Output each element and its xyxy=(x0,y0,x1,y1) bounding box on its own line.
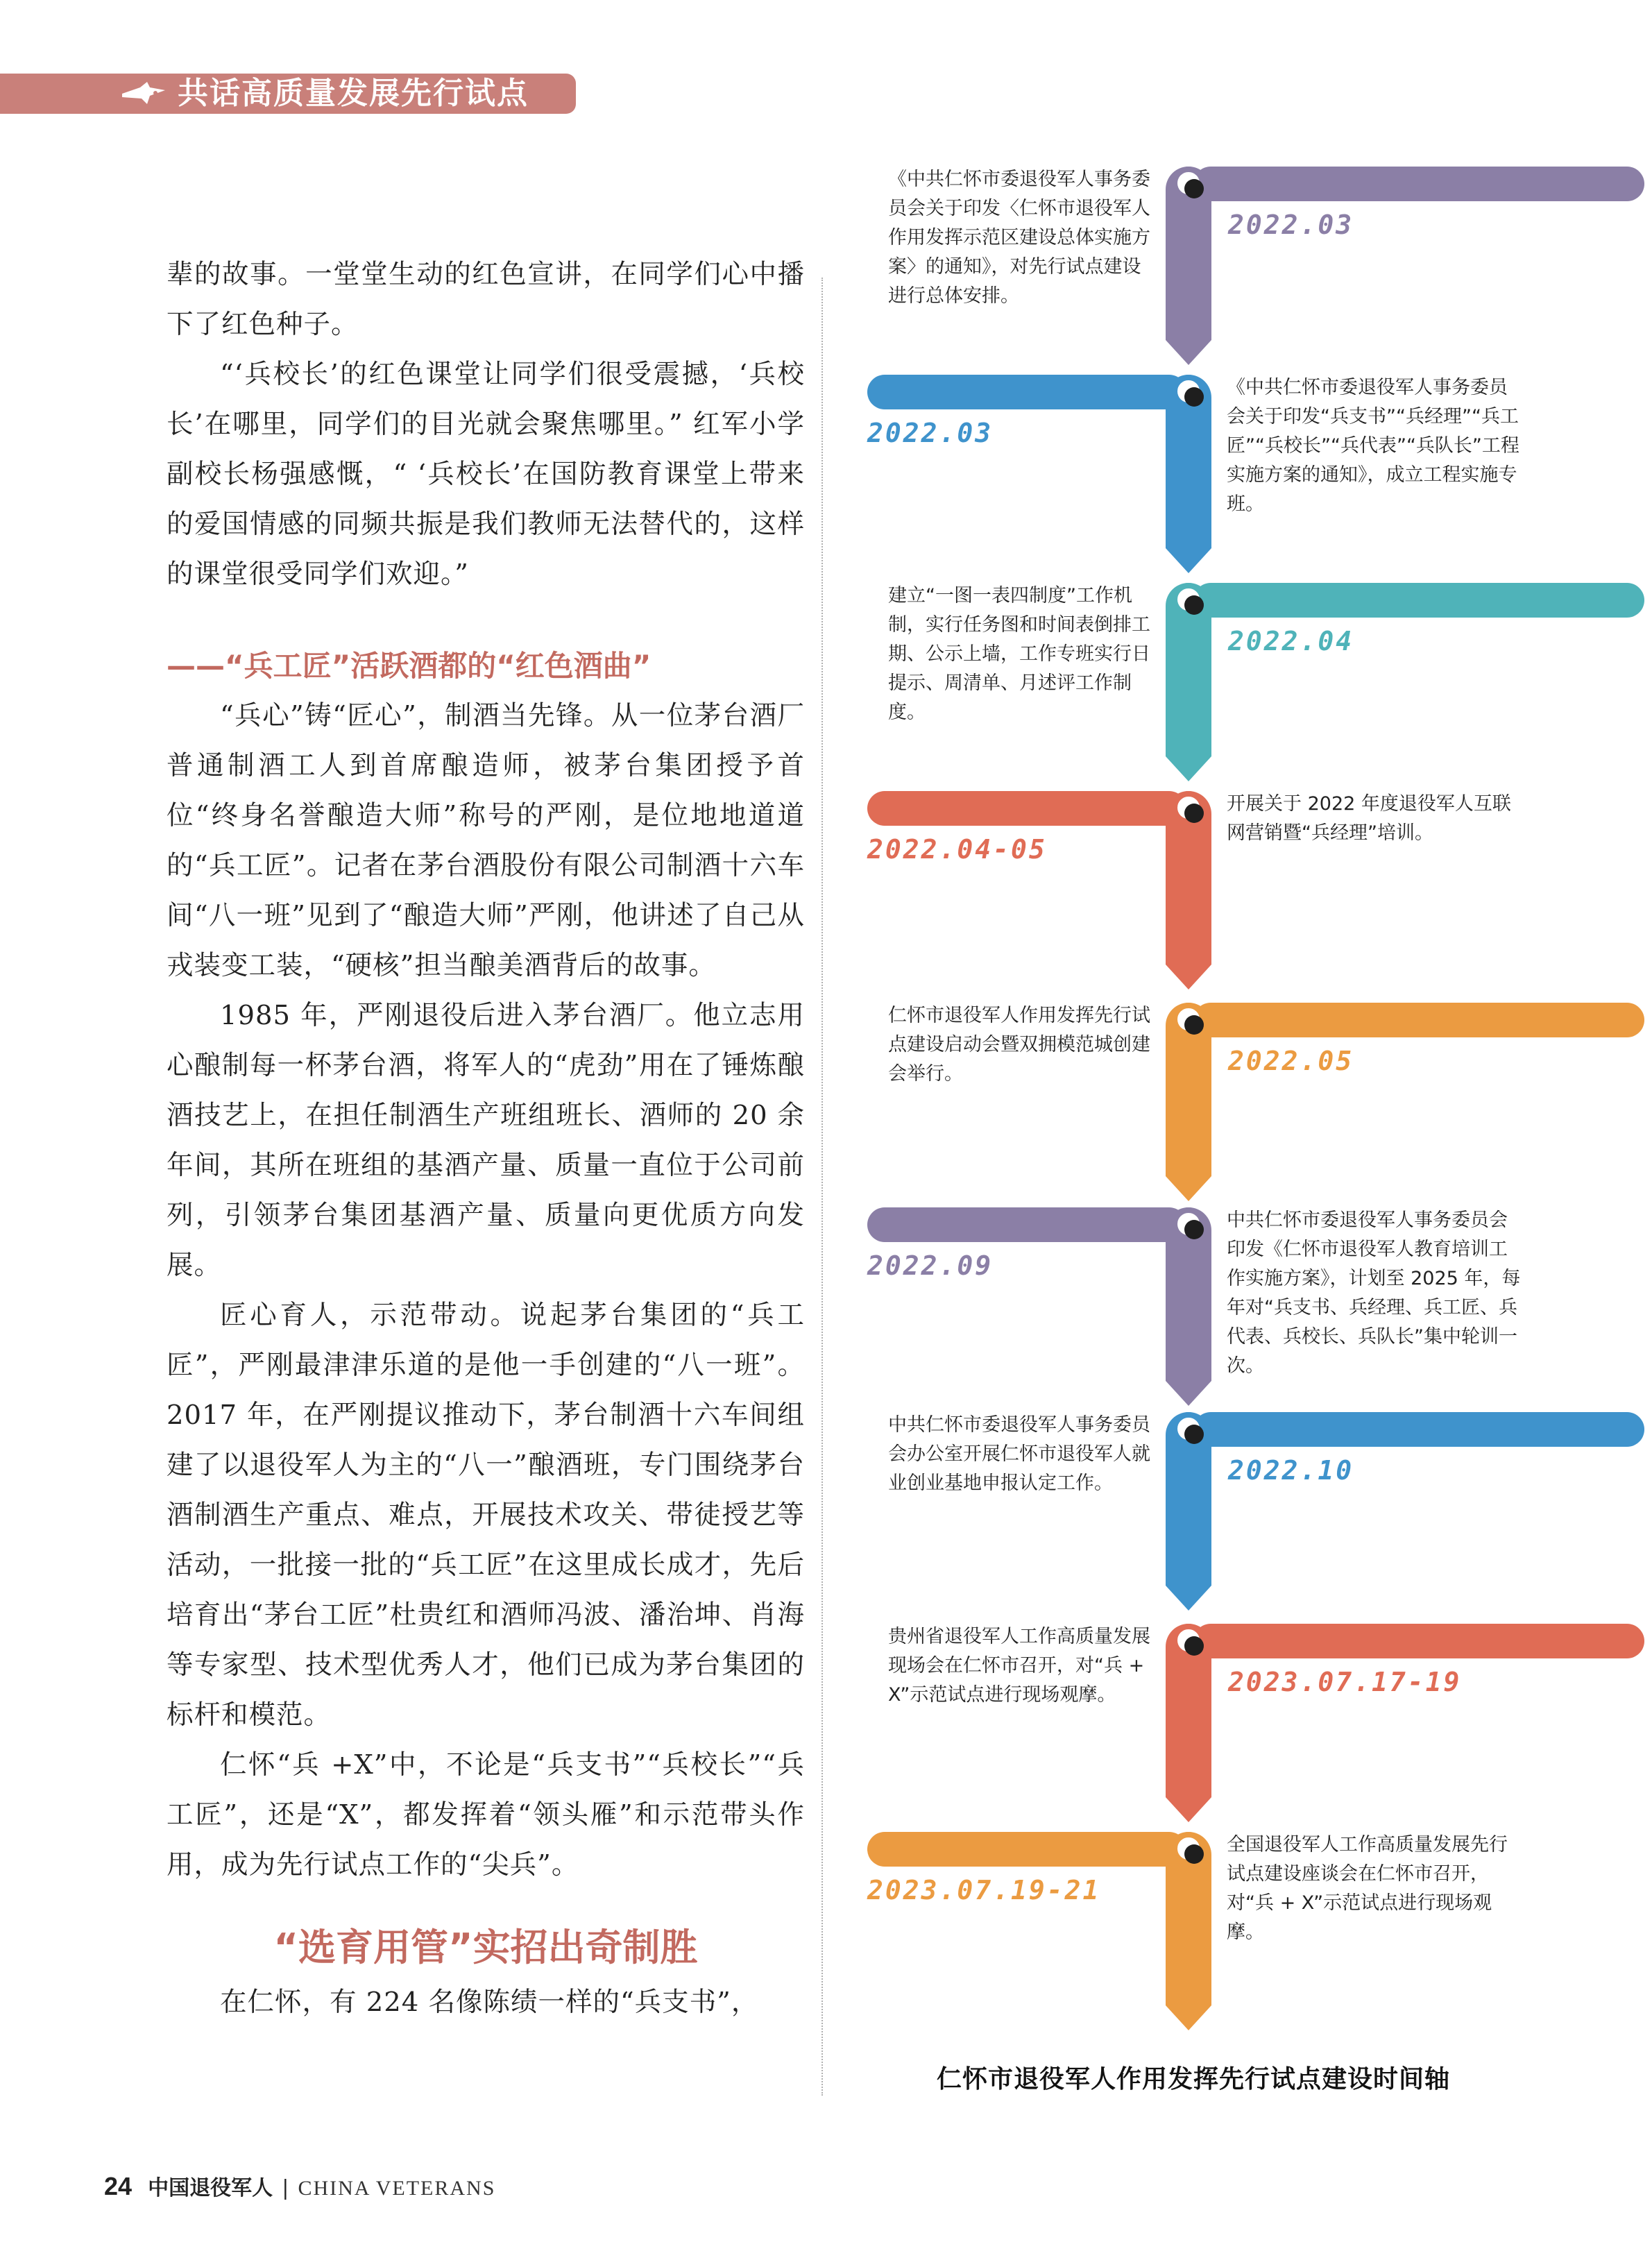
timeline-entry xyxy=(867,1194,1644,1409)
article-paragraph: 仁怀“兵 +X”中，不论是“兵支书”“兵校长”“兵工匠”，还是“X”，都发挥着“领头雁”和示范带头作用，成为先行试点工作的“尖兵”。 xyxy=(167,1749,805,1880)
timeline-date: 2023.07.19-21 xyxy=(867,1875,1101,1905)
timeline-date: 2022.04-05 xyxy=(867,834,1047,865)
footer-separator: | xyxy=(282,2176,289,2200)
page-number: 24 xyxy=(104,2172,133,2200)
section-title: “选育用管”实招出奇制胜 xyxy=(273,1926,698,1969)
timeline-description: 中共仁怀市委退役军人事务委员会办公室开展仁怀市退役军人就业创业基地申报认定工作。 xyxy=(888,1414,1150,1494)
article-paragraph: 在仁怀，有 224 名像陈绩一样的“兵支书”， xyxy=(220,1987,759,2018)
timeline-description: 全国退役军人工作高质量发展先行试点建设座谈会在仁怀市召开，对“兵 + X”示范试点进行现场观摩。 xyxy=(1227,1834,1508,1943)
timeline-date: 2022.03 xyxy=(867,418,994,448)
article-paragraph: 1985 年，严刚退役后进入茅台酒厂。他立志用心酿制每一杯茅台酒，将军人的“虎劲”用在了锤炼酿酒技艺上，在担任制酒生产班组班长、酒师的 20 余年间，其所在班组的基酒产量、质量一直位于公司前列，引领茅台集团基酒产量、质量向更优质方向发展。 xyxy=(167,1000,805,1281)
timeline-entry xyxy=(888,989,1644,1204)
timeline-date-bar xyxy=(1193,583,1644,618)
timeline-node-icon xyxy=(1172,1412,1205,1445)
timeline-arrow-tip xyxy=(1166,1586,1211,1611)
timeline-date-bar xyxy=(867,791,1186,826)
timeline-arrow-tip xyxy=(1166,2005,1211,2030)
column-divider xyxy=(821,278,823,2096)
timeline-entry xyxy=(888,153,1644,368)
timeline-entry xyxy=(867,777,1644,992)
timeline-description: 建立“一图一表四制度”工作机制，实行任务图和时间表倒排工期、公示上墙，工作专班实行日提示、周清单、月述评工作制度。 xyxy=(888,585,1150,723)
timeline-entry xyxy=(888,569,1644,784)
timeline-node-icon xyxy=(1172,1207,1205,1241)
timeline-entry xyxy=(867,1818,1644,2033)
timeline-arrow-tip xyxy=(1166,965,1211,990)
timeline-description: 仁怀市退役军人作用发挥先行试点建设启动会暨双拥模范城创建会举行。 xyxy=(888,1005,1150,1085)
header-banner xyxy=(0,74,576,114)
timeline-date-bar xyxy=(1193,1412,1644,1447)
timeline-node-icon xyxy=(1172,167,1205,200)
timeline-caption: 仁怀市退役军人作用发挥先行试点建设时间轴 xyxy=(937,2065,1451,2094)
timeline-description: 开展关于 2022 年度退役军人互联网营销暨“兵经理”培训。 xyxy=(1227,793,1511,844)
timeline-description: 中共仁怀市委退役军人事务委员会印发《仁怀市退役军人教育培训工作实施方案》，计划至 2025 年，每年对“兵支书、兵经理、兵工匠、兵代表、兵校长、兵队长”集中轮训一次。 xyxy=(1227,1209,1521,1377)
article-paragraph: “‘兵校长’的红色课堂让同学们很受震撼，‘兵校长’在哪里，同学们的目光就会聚焦哪里。” 红军小学副校长杨强感慨，“ ‘兵校长’在国防教育课堂上带来的爱国情感的同频共振是我们教师无法替代的，这样的课堂很受同学们欢迎。” xyxy=(167,359,805,590)
timeline-entry xyxy=(867,361,1644,576)
plane-logo-icon xyxy=(119,80,168,107)
timeline-date: 2022.04 xyxy=(1228,626,1354,656)
timeline-description: 贵州省退役军人工作高质量发展现场会在仁怀市召开，对“兵 + X”示范试点进行现场观摩。 xyxy=(888,1626,1150,1706)
article-subhead: ——“兵工匠”活跃酒都的“红色酒曲” xyxy=(167,649,652,683)
timeline-description: 《中共仁怀市委退役军人事务委员会关于印发“兵支书”“兵经理”“兵工匠”“兵校长”“兵代表”“兵队长”工程实施方案的通知》，成立工程实施专班。 xyxy=(1227,377,1519,515)
timeline xyxy=(867,153,1644,2068)
timeline-description: 《中共仁怀市委退役军人事务委员会关于印发〈仁怀市退役军人作用发挥示范区建设总体实施方案〉的通知》，对先行试点建设进行总体安排。 xyxy=(888,169,1150,307)
article-column xyxy=(167,250,805,2028)
article-paragraph: 匠心育人，示范带动。说起茅台集团的“兵工匠”，严刚最津津乐道的是他一手创建的“八一班”。2017 年，在严刚提议推动下，茅台制酒十六车间组建了以退役军人为主的“八一”酿酒班，专门围绕茅台酒制酒生产重点、难点，开展技术攻关、带徒授艺等活动，一批接一批的“兵工匠”在这里成长成才，先后培育出“茅台工匠”杜贵红和酒师冯波、潘治坤、肖海等专家型、技术型优秀人才，他们已成为茅台集团的标杆和模范。 xyxy=(167,1300,805,1731)
magazine-name-english: CHINA VETERANS xyxy=(298,2177,496,2200)
timeline-date-bar xyxy=(867,1207,1186,1242)
timeline-date: 2022.10 xyxy=(1228,1455,1354,1486)
timeline-entry xyxy=(888,1398,1644,1613)
timeline-node-icon xyxy=(1172,1832,1205,1865)
article-paragraph: “兵心”铸“匠心”，制酒当先锋。从一位茅台酒厂普通制酒工人到首席酿造师，被茅台集团授予首位“终身名誉酿造大师”称号的严刚，是位地地道道的“兵工匠”。记者在茅台酒股份有限公司制酒十六车间“八一班”见到了“酿造大师”严刚，他讲述了自己从戎装变工装，“硬核”担当酿美酒背后的故事。 xyxy=(167,700,805,981)
timeline-node-icon xyxy=(1172,583,1205,616)
article-paragraph: 辈的故事。一堂堂生动的红色宣讲，在同学们心中播下了红色种子。 xyxy=(167,259,805,340)
magazine-name: 中国退役军人 xyxy=(148,2176,273,2200)
timeline-date: 2022.03 xyxy=(1228,210,1354,240)
timeline-node-icon xyxy=(1172,791,1205,824)
timeline-date: 2023.07.17-19 xyxy=(1228,1667,1462,1697)
timeline-date-bar xyxy=(867,375,1186,409)
timeline-date: 2022.09 xyxy=(867,1250,994,1281)
timeline-date-bar xyxy=(1193,1624,1644,1658)
timeline-node-icon xyxy=(1172,1624,1205,1657)
timeline-entry xyxy=(888,1610,1644,1825)
banner-title: 共话高质量发展先行试点 xyxy=(178,76,529,111)
timeline-node-icon xyxy=(1172,1003,1205,1036)
timeline-date-bar xyxy=(1193,1003,1644,1037)
timeline-node-icon xyxy=(1172,375,1205,408)
timeline-date-bar xyxy=(867,1832,1186,1867)
timeline-date: 2022.05 xyxy=(1228,1046,1354,1076)
page-footer xyxy=(104,2171,495,2201)
timeline-date-bar xyxy=(1193,167,1644,201)
